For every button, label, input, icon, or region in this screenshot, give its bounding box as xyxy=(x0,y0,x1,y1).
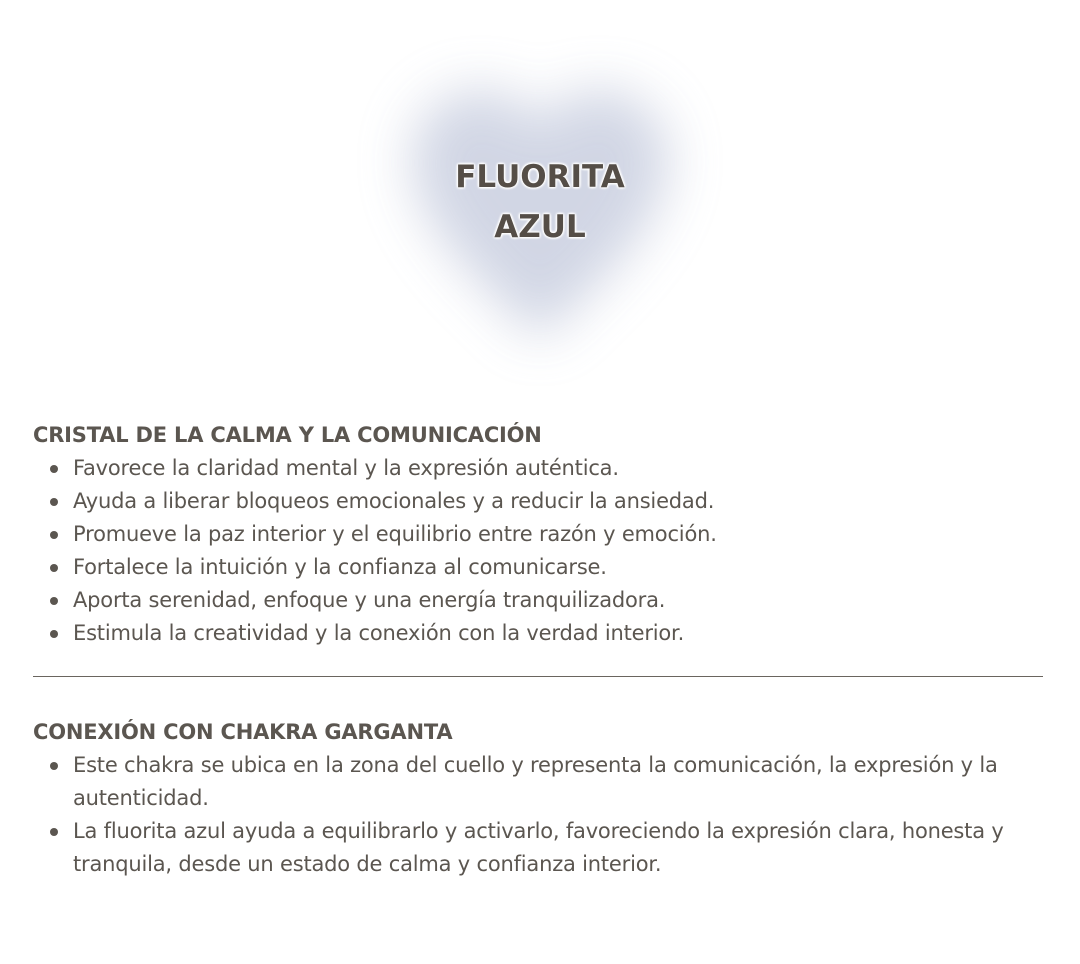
section-chakra-list xyxy=(33,749,1048,881)
main-content xyxy=(33,419,1048,881)
divider-line xyxy=(33,676,1043,677)
hero-banner xyxy=(0,0,1080,400)
section-calma-list xyxy=(33,452,1048,650)
list-item: Promueve la paz interior y el equilibrio entre razón y emoción. xyxy=(73,518,1048,551)
list-item: Ayuda a liberar bloqueos emocionales y a reducir la ansiedad. xyxy=(73,485,1048,518)
list-item: Estimula la creatividad y la conexión con la verdad interior. xyxy=(73,617,1048,650)
list-item: Fortalece la intuición y la confianza al comunicarse. xyxy=(73,551,1048,584)
spacer xyxy=(33,683,1048,716)
list-item: La fluorita azul ayuda a equilibrarlo y activarlo, favoreciendo la expresión clara, honesta y tranquila, desde un estado de calma y confianza interior. xyxy=(73,815,1048,881)
hero-title-line1: FLUORITA xyxy=(455,159,625,195)
list-item: Favorece la claridad mental y la expresión auténtica. xyxy=(73,452,1048,485)
section-calma-title: CRISTAL DE LA CALMA Y LA COMUNICACIÓN xyxy=(33,423,542,447)
section-chakra-title: CONEXIÓN CON CHAKRA GARGANTA xyxy=(33,720,453,744)
hero-title-line2: AZUL xyxy=(494,209,586,245)
divider xyxy=(33,650,1048,683)
list-item: Aporta serenidad, enfoque y una energía tranquilizadora. xyxy=(73,584,1048,617)
hero-title xyxy=(340,152,740,252)
list-item: Este chakra se ubica en la zona del cuello y representa la comunicación, la expresión y la autenticidad. xyxy=(73,749,1048,815)
